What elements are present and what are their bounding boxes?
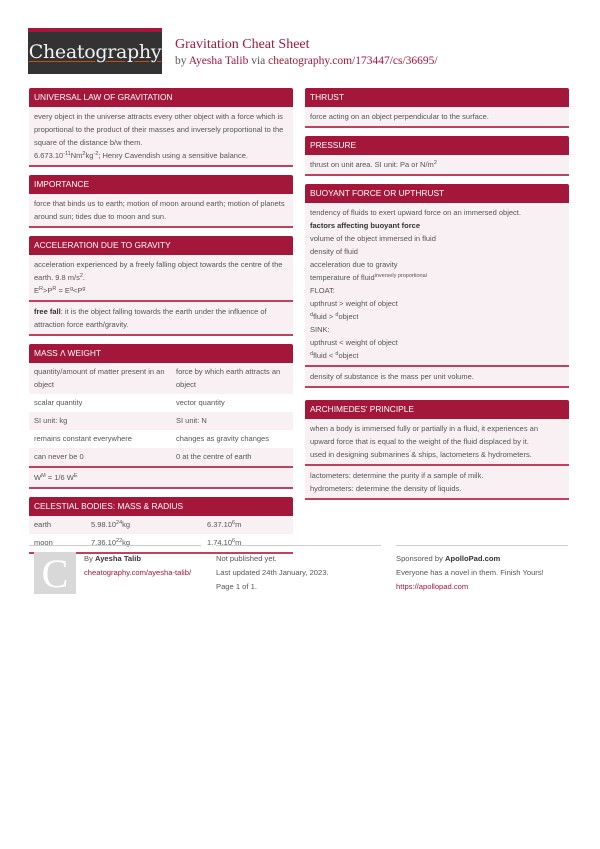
universal-law-content (29, 107, 293, 167)
sponsor-name: ApolloPad.com (445, 554, 501, 563)
weight-cell: 0 at the centre of earth (176, 452, 252, 461)
thrust-text: force acting on an object perpendicular to the surface. (305, 107, 569, 128)
body-name: earth (34, 520, 52, 529)
body-mass: 5.98.10$^{24}$kg (91, 520, 131, 529)
weight-ratio-note: $W^M = 1/6$ $W^E$ (29, 468, 293, 489)
sponsor-link[interactable]: https://apollopad.com (396, 582, 469, 591)
mass-cell: quantity/amount of matter present in an object (34, 367, 165, 389)
footer-author (29, 545, 201, 596)
factor-item: acceleration due to gravity (310, 260, 398, 269)
mass-cell: scalar quantity (34, 398, 83, 407)
free-fall-label: free fall (34, 307, 61, 316)
pressure-text: thrust on unit area. SI unit: Pa or N/m (310, 160, 434, 169)
weight-cell: vector quantity (176, 398, 225, 407)
mass-cell: remains constant everywhere (34, 434, 132, 443)
body-radius: 6.37.10$^6$m (207, 520, 242, 529)
section-title: IMPORTANCE (29, 175, 293, 194)
acceleration-content (29, 255, 293, 302)
section-thrust (305, 88, 569, 128)
body-radius: 1.74.10$^6$m (207, 538, 242, 547)
buoyant-intro: tendency of fluids to exert upward force on an immersed object. (310, 208, 521, 217)
section-importance (29, 175, 293, 228)
factor-item: temperature of fluid$^{inversely proportional}$ (310, 273, 427, 282)
footer-sponsor (396, 545, 568, 594)
avatar[interactable]: C (34, 552, 76, 594)
table-row (29, 516, 293, 534)
section-mass-weight (29, 344, 293, 489)
sink-density-condition: $^d$fluid < $^d$object (310, 351, 359, 360)
archimedes-uses: used in designing submarines & ships, lactometers & hydrometers. (310, 450, 532, 459)
sponsor-tagline: Everyone has a novel in them. Finish Yours! (396, 568, 544, 577)
mass-cell: SI unit: kg (34, 416, 68, 425)
g-constant: 6.673.10 (34, 151, 64, 160)
weight-cell: SI unit: N (176, 416, 207, 425)
float-density-condition: $^d$fluid > $^d$object (310, 312, 359, 321)
by-label: By (84, 554, 93, 563)
density-note: density of substance is the mass per unit volume. (305, 367, 569, 388)
title-block (175, 37, 438, 69)
mass-cell: can never be 0 (34, 452, 84, 461)
cavendish-note: ; Henry Cavendish using a sensitive balance. (98, 151, 248, 160)
left-column (29, 88, 293, 562)
body-mass: 7.36.10$^{22}$kg (91, 538, 131, 547)
importance-text: force that binds us to earth; motion of moon around earth; motion of planets around sun; tides due to moon and sun. (29, 194, 293, 228)
table-row (29, 363, 293, 394)
lactometer-note: lactometers: determine the purity if a sample of milk. (310, 471, 484, 480)
factor-item: density of fluid (310, 247, 358, 256)
section-title: BUOYANT FORCE OR UPTHRUST (305, 184, 569, 203)
free-fall-text: : it is the object falling towards the earth under the influence of attraction force earth/gravity. (34, 307, 267, 329)
exponent: 2 (433, 160, 437, 166)
right-column (305, 88, 569, 508)
section-pressure (305, 136, 569, 176)
archimedes-content (305, 419, 569, 466)
float-label: FLOAT: (310, 286, 335, 295)
author-link[interactable]: Ayesha Talib (188, 55, 249, 67)
weight-cell: force by which earth attracts an object (176, 367, 281, 389)
page-title: Gravitation Cheat Sheet (175, 37, 310, 52)
weight-cell: changes as gravity changes (176, 434, 269, 443)
factor-item: volume of the object immersed in fluid (310, 234, 436, 243)
mass-weight-table (29, 363, 293, 468)
table-row (29, 394, 293, 412)
section-buoyant-force (305, 184, 569, 388)
exponent: -2 (93, 151, 99, 157)
archimedes-text: when a body is immersed fully or partially in a fluid, it experiences an upward force that is equal to the weight of the fluid displaced by it. (310, 424, 539, 446)
float-condition: upthrust > weight of object (310, 299, 398, 308)
footer-meta (216, 545, 381, 594)
punctuation: . (82, 273, 86, 282)
section-acceleration (29, 236, 293, 336)
instruments-content (305, 466, 569, 500)
published-status: Not published yet. (216, 554, 277, 563)
exponent: -11 (63, 151, 71, 157)
acceleration-formula: $E^R>P^R = E^g<P^g$ (34, 286, 86, 295)
last-updated: Last updated 24th January, 2023. (216, 568, 329, 577)
section-title: MASS Λ WEIGHT (29, 344, 293, 363)
table-row (29, 430, 293, 448)
sink-label: SINK: (310, 325, 330, 334)
exponent: 2 (82, 151, 86, 157)
table-row (29, 448, 293, 468)
sheet-url-link[interactable]: cheatography.com/173447/cs/36695/ (268, 55, 438, 67)
cheatography-logo[interactable] (28, 28, 162, 74)
acceleration-text: acceleration experienced by a freely falling object towards the centre of the earth. 9.8 m/s (34, 260, 283, 282)
pressure-content (305, 155, 569, 176)
section-title: THRUST (305, 88, 569, 107)
hydrometer-note: hydrometers: determine the density of liquids. (310, 484, 462, 493)
universal-law-text: every object in the universe attracts every other object with a force which is proportional to the product of their masses and inversely proportional to the square of the distance b/w them. (34, 112, 284, 147)
factors-label: factors affecting buoyant force (310, 221, 421, 230)
logo-text: Cheatography (28, 41, 162, 63)
footer-author-link[interactable]: cheatography.com/ayesha-talib/ (84, 568, 192, 577)
unit: Nm (70, 151, 83, 160)
section-title: ARCHIMEDES' PRINCIPLE (305, 400, 569, 419)
sponsored-label: Sponsored by (396, 554, 443, 563)
page-count: Page 1 of 1. (216, 582, 257, 591)
buoyant-content (305, 203, 569, 367)
byline-by: by (175, 55, 187, 67)
byline (175, 54, 438, 69)
footer-author-name: Ayesha Talib (95, 554, 141, 563)
exponent: 2 (79, 273, 83, 279)
section-title: PRESSURE (305, 136, 569, 155)
free-fall-content (29, 302, 293, 336)
table-row (29, 412, 293, 430)
sink-condition: upthrust < weight of object (310, 338, 398, 347)
section-universal-law (29, 88, 293, 167)
body-name: moon (34, 538, 53, 547)
section-title: CELESTIAL BODIES: MASS & RADIUS (29, 497, 293, 516)
byline-via: via (251, 55, 266, 67)
unit: kg (85, 151, 94, 160)
section-title: UNIVERSAL LAW OF GRAVITATION (29, 88, 293, 107)
section-archimedes (305, 400, 569, 500)
section-title: ACCELERATION DUE TO GRAVITY (29, 236, 293, 255)
